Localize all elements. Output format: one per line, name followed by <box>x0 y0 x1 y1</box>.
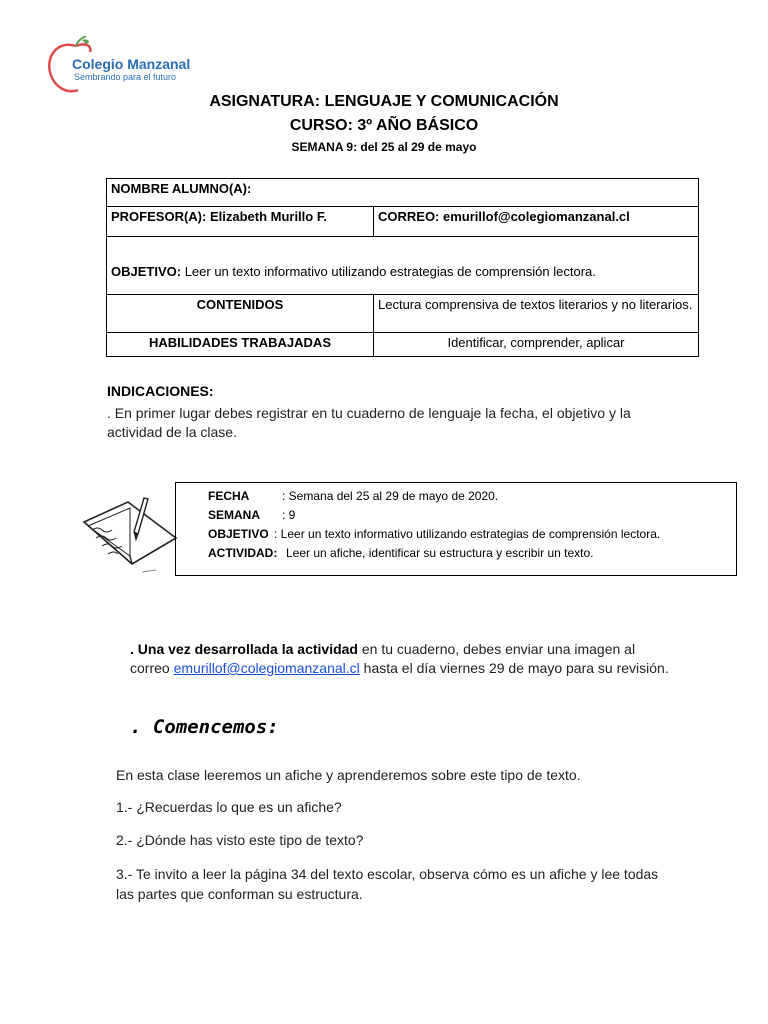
question-1: 1.- ¿Recuerdas lo que es un afiche? <box>116 799 342 815</box>
entrega-paragraph <box>130 640 670 678</box>
correo-cell: CORREO: emurillof@colegiomanzanal.cl <box>374 207 699 237</box>
intro-paragraph: En esta clase leeremos un afiche y aprenderemos sobre este tipo de texto. <box>116 767 581 783</box>
entrega-bold: . Una vez desarrollada la actividad <box>130 641 358 657</box>
logo-tagline: Sembrando para el futuro <box>74 72 177 82</box>
contenidos-label: CONTENIDOS <box>107 295 374 333</box>
box-label: OBJETIVO <box>208 527 269 541</box>
nombre-alumno-cell: NOMBRE ALUMNO(A): <box>107 179 699 207</box>
box-row-fecha <box>208 487 498 506</box>
objetivo-text: Leer un texto informativo utilizando estrategias de comprensión lectora. <box>181 264 596 279</box>
habilidades-value: Identificar, comprender, aplicar <box>374 333 699 357</box>
question-2: 2.- ¿Dónde has visto este tipo de texto? <box>116 832 364 848</box>
box-row-actividad <box>208 544 593 563</box>
contenidos-value: Lectura comprensiva de textos literarios y no literarios. <box>374 295 699 333</box>
curso-heading: CURSO: 3º AÑO BÁSICO <box>289 117 479 134</box>
box-row-semana <box>208 506 295 525</box>
box-row-objetivo <box>208 525 660 544</box>
indicaciones-title: INDICACIONES: <box>107 383 214 399</box>
comencemos-heading: . Comencemos: <box>130 716 279 738</box>
box-label: FECHA <box>208 489 250 503</box>
asignatura-heading: ASIGNATURA: LENGUAJE Y COMUNICACIÓN <box>209 93 559 110</box>
objetivo-cell <box>107 237 699 295</box>
habilidades-label: HABILIDADES TRABAJADAS <box>107 333 374 357</box>
semana-heading: SEMANA 9: del 25 al 29 de mayo <box>291 140 477 154</box>
entrega-text-1: en tu cuaderno, debes enviar una imagen al correo <box>130 641 636 676</box>
info-table <box>106 178 699 357</box>
box-label: SEMANA <box>208 508 261 522</box>
entrega-text-2: hasta el día viernes 29 de mayo para su revisión. <box>359 660 669 676</box>
box-value: Leer un afiche, identificar su estructura y escribir un texto. <box>286 546 594 560</box>
email-link[interactable]: emurillof@colegiomanzanal.cl <box>173 660 360 676</box>
box-label: ACTIVIDAD: <box>208 546 278 560</box>
box-value: : 9 <box>282 508 296 522</box>
question-3: 3.- Te invito a leer la página 34 del texto escolar, observa cómo es un afiche y lee todas las partes que conforman su estructura. <box>116 866 659 902</box>
notebook-pencil-icon <box>80 486 184 578</box>
profesor-cell: PROFESOR(A): Elizabeth Murillo F. <box>107 207 374 237</box>
logo-name: Colegio Manzanal <box>72 56 191 72</box>
box-value: : Leer un texto informativo utilizando estrategias de comprensión lectora. <box>274 527 661 541</box>
indicaciones-text: . En primer lugar debes registrar en tu cuaderno de lenguaje la fecha, el objetivo y la actividad de la clase. <box>107 405 631 440</box>
box-value: : Semana del 25 al 29 de mayo de 2020. <box>282 489 499 503</box>
objetivo-label: OBJETIVO: <box>111 264 182 279</box>
cuaderno-box <box>175 482 737 576</box>
